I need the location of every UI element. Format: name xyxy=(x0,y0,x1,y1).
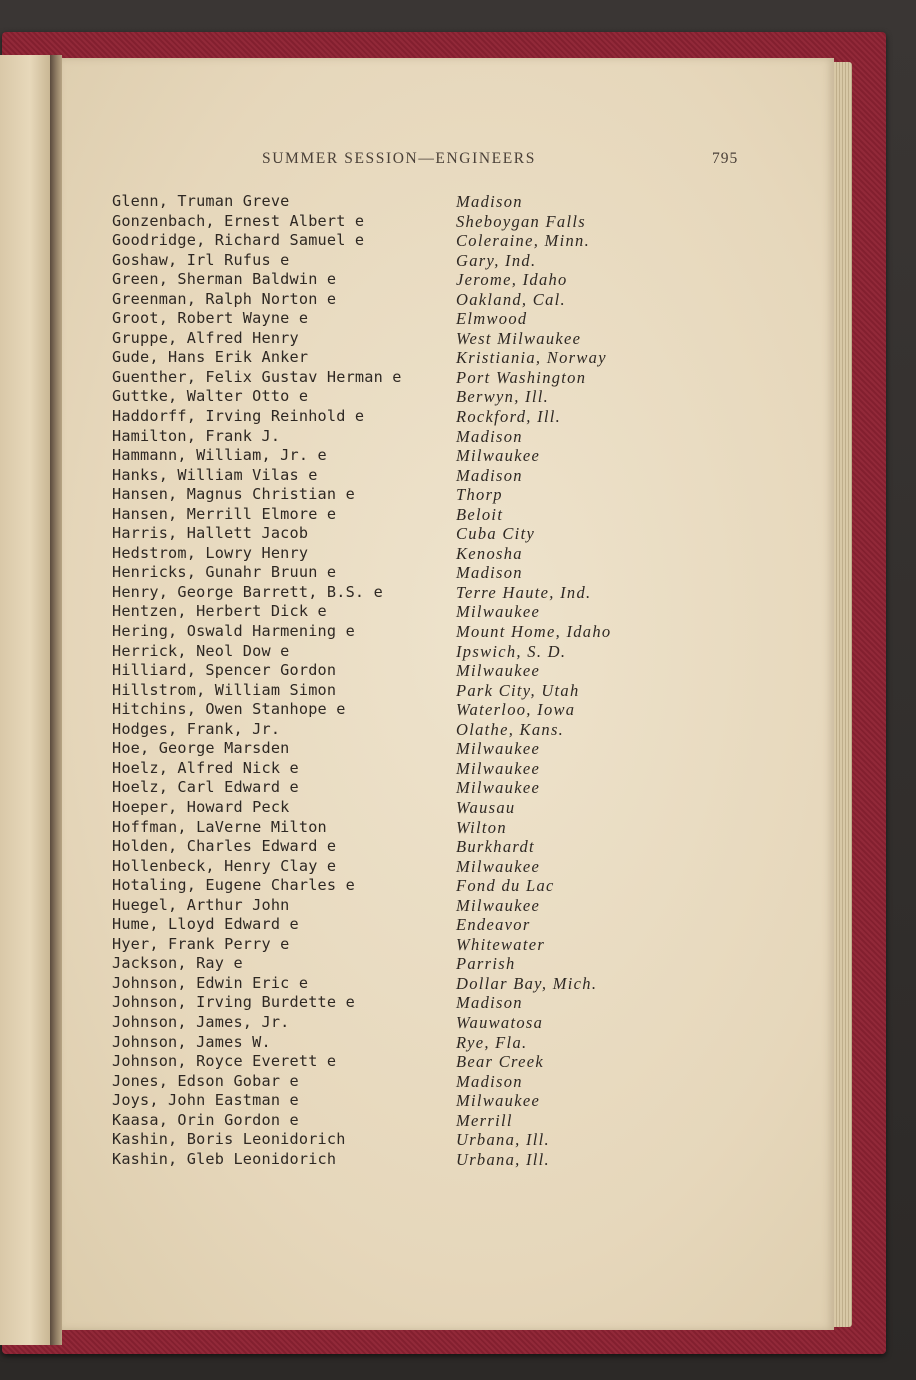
student-hometown: Rye, Fla. xyxy=(456,1032,528,1052)
list-item xyxy=(112,485,652,505)
student-name: Groot, Robert Wayne e xyxy=(112,309,309,328)
list-item xyxy=(112,857,652,877)
student-name: Holden, Charles Edward e xyxy=(112,837,337,856)
list-item xyxy=(112,954,652,974)
student-hometown: Cuba City xyxy=(456,524,536,544)
list-item xyxy=(112,778,652,798)
list-item xyxy=(112,368,652,388)
student-hometown: Kenosha xyxy=(456,543,523,563)
facing-page-edge xyxy=(0,55,50,1345)
list-item xyxy=(112,837,652,857)
page-stack-edge xyxy=(834,62,852,1327)
student-name: Hoelz, Carl Edward e xyxy=(112,778,299,797)
student-name: Gruppe, Alfred Henry xyxy=(112,328,299,347)
list-item xyxy=(112,524,652,544)
list-item xyxy=(112,505,652,525)
list-item xyxy=(112,1130,652,1150)
student-hometown: Milwaukee xyxy=(456,758,541,778)
student-hometown: Endeavor xyxy=(456,915,531,935)
student-hometown: Merrill xyxy=(456,1110,513,1130)
book-gutter xyxy=(50,55,62,1345)
student-name: Kashin, Gleb Leonidorich xyxy=(112,1149,337,1168)
list-item xyxy=(112,583,652,603)
list-item xyxy=(112,290,652,310)
student-hometown: Olathe, Kans. xyxy=(456,719,565,739)
student-hometown: Madison xyxy=(456,993,523,1013)
list-item xyxy=(112,896,652,916)
student-hometown: Kristiania, Norway xyxy=(456,348,607,368)
student-hometown: Wilton xyxy=(456,817,507,837)
student-hometown: Madison xyxy=(456,1071,523,1091)
student-hometown: Thorp xyxy=(456,485,503,505)
list-item xyxy=(112,1033,652,1053)
student-name: Glenn, Truman Greve xyxy=(112,192,290,210)
student-hometown: Milwaukee xyxy=(456,856,541,876)
student-hometown: Elmwood xyxy=(456,309,528,329)
student-name: Hodges, Frank, Jr. xyxy=(112,719,281,738)
list-item xyxy=(112,1111,652,1131)
list-item xyxy=(112,642,652,662)
student-hometown: Fond du Lac xyxy=(456,876,555,896)
list-item xyxy=(112,602,652,622)
student-hometown: Parrish xyxy=(456,954,516,974)
list-item xyxy=(112,876,652,896)
student-name: Hanks, William Vilas e xyxy=(112,465,318,484)
student-name: Hotaling, Eugene Charles e xyxy=(112,876,355,895)
list-item xyxy=(112,935,652,955)
list-item xyxy=(112,1013,652,1033)
student-hometown: Milwaukee xyxy=(456,895,541,915)
student-name: Herrick, Neol Dow e xyxy=(112,641,290,660)
list-item xyxy=(112,544,652,564)
student-name: Johnson, Royce Everett e xyxy=(112,1052,337,1071)
student-name: Goshaw, Irl Rufus e xyxy=(112,250,290,269)
student-hometown: Waterloo, Iowa xyxy=(456,700,576,720)
student-hometown: Wausau xyxy=(456,797,516,817)
list-item xyxy=(112,720,652,740)
student-name: Greenman, Ralph Norton e xyxy=(112,289,337,308)
student-name: Goodridge, Richard Samuel e xyxy=(112,231,365,250)
student-name: Kaasa, Orin Gordon e xyxy=(112,1110,299,1129)
student-name: Gude, Hans Erik Anker xyxy=(112,348,309,367)
student-hometown: Coleraine, Minn. xyxy=(456,231,590,251)
list-item xyxy=(112,1052,652,1072)
student-name: Hammann, William, Jr. e xyxy=(112,446,327,465)
student-name: Huegel, Arthur John xyxy=(112,895,290,914)
student-name: Hume, Lloyd Edward e xyxy=(112,915,299,934)
list-item xyxy=(112,1072,652,1092)
student-hometown: Gary, Ind. xyxy=(456,250,537,270)
student-hometown: Jerome, Idaho xyxy=(456,270,568,290)
student-hometown: Urbana, Ill. xyxy=(456,1149,550,1169)
list-item xyxy=(112,212,652,232)
student-hometown: Terre Haute, Ind. xyxy=(456,582,592,602)
list-item xyxy=(112,348,652,368)
student-hometown: Urbana, Ill. xyxy=(456,1130,550,1150)
list-item xyxy=(112,427,652,447)
student-hometown: Sheboygan Falls xyxy=(456,211,586,231)
list-item xyxy=(112,974,652,994)
student-name: Guenther, Felix Gustav Herman e xyxy=(112,367,402,386)
student-name: Hyer, Frank Perry e xyxy=(112,934,290,953)
student-hometown: Milwaukee xyxy=(456,739,541,759)
list-item xyxy=(112,563,652,583)
student-name: Hamilton, Frank J. xyxy=(112,426,281,445)
student-name: Hitchins, Owen Stanhope e xyxy=(112,700,346,719)
student-hometown: Wauwatosa xyxy=(456,1012,544,1032)
list-item xyxy=(112,681,652,701)
student-hometown: Oakland, Cal. xyxy=(456,289,566,309)
student-name: Hering, Oswald Harmening e xyxy=(112,622,355,641)
student-name: Johnson, Irving Burdette e xyxy=(112,993,355,1012)
student-hometown: Madison xyxy=(456,192,523,211)
student-hometown: Ipswich, S. D. xyxy=(456,641,567,661)
list-item xyxy=(112,466,652,486)
list-item xyxy=(112,251,652,271)
student-name: Haddorff, Irving Reinhold e xyxy=(112,407,365,426)
student-name: Jackson, Ray e xyxy=(112,954,243,973)
student-hometown: Milwaukee xyxy=(456,1091,541,1111)
student-hometown: Madison xyxy=(456,465,523,485)
student-name: Hoffman, LaVerne Milton xyxy=(112,817,327,836)
student-name: Hoelz, Alfred Nick e xyxy=(112,758,299,777)
student-hometown: Beloit xyxy=(456,504,504,524)
student-name: Gonzenbach, Ernest Albert e xyxy=(112,211,365,230)
list-item xyxy=(112,622,652,642)
student-name: Kashin, Boris Leonidorich xyxy=(112,1130,346,1149)
student-hometown: Mount Home, Idaho xyxy=(456,622,612,642)
list-item xyxy=(112,446,652,466)
student-name: Hentzen, Herbert Dick e xyxy=(112,602,327,621)
student-hometown: Park City, Utah xyxy=(456,680,580,700)
list-item xyxy=(112,1091,652,1111)
student-hometown: Bear Creek xyxy=(456,1052,544,1072)
student-name: Johnson, Edwin Eric e xyxy=(112,973,309,992)
student-name: Hoe, George Marsden xyxy=(112,739,290,758)
student-name: Joys, John Eastman e xyxy=(112,1091,299,1110)
student-hometown: Milwaukee xyxy=(456,778,541,798)
student-hometown: Milwaukee xyxy=(456,602,541,622)
student-hometown: Madison xyxy=(456,426,523,446)
running-head: SUMMER SESSION—ENGINEERS xyxy=(262,150,536,167)
student-hometown: Berwyn, Ill. xyxy=(456,387,550,407)
student-hometown: Burkhardt xyxy=(456,837,535,857)
student-name: Green, Sherman Baldwin e xyxy=(112,270,337,289)
student-name: Hollenbeck, Henry Clay e xyxy=(112,856,337,875)
list-item xyxy=(112,192,652,212)
student-name: Hoeper, Howard Peck xyxy=(112,797,290,816)
student-hometown: Madison xyxy=(456,563,523,583)
student-name: Hedstrom, Lowry Henry xyxy=(112,543,309,562)
list-item xyxy=(112,231,652,251)
student-name: Harris, Hallett Jacob xyxy=(112,524,309,543)
student-hometown: Rockford, Ill. xyxy=(456,407,562,427)
student-hometown: Dollar Bay, Mich. xyxy=(456,973,598,993)
student-name: Jones, Edson Gobar e xyxy=(112,1071,299,1090)
student-hometown: Milwaukee xyxy=(456,446,541,466)
student-name: Guttke, Walter Otto e xyxy=(112,387,309,406)
student-hometown: Whitewater xyxy=(456,934,546,954)
list-item xyxy=(112,915,652,935)
list-item xyxy=(112,329,652,349)
list-item xyxy=(112,407,652,427)
list-item xyxy=(112,700,652,720)
student-name: Henry, George Barrett, B.S. e xyxy=(112,582,383,601)
student-name: Hansen, Magnus Christian e xyxy=(112,485,355,504)
student-name: Hillstrom, William Simon xyxy=(112,680,337,699)
list-item xyxy=(112,798,652,818)
list-item xyxy=(112,661,652,681)
student-name: Hilliard, Spencer Gordon xyxy=(112,661,337,680)
student-hometown: West Milwaukee xyxy=(456,328,582,348)
student-name: Henricks, Gunahr Bruun e xyxy=(112,563,337,582)
list-item xyxy=(112,387,652,407)
list-item xyxy=(112,993,652,1013)
student-list xyxy=(112,192,652,1169)
list-item xyxy=(112,309,652,329)
list-item xyxy=(112,818,652,838)
list-item xyxy=(112,739,652,759)
student-name: Johnson, James W. xyxy=(112,1032,271,1051)
list-item xyxy=(112,270,652,290)
student-name: Johnson, James, Jr. xyxy=(112,1012,290,1031)
page-number: 795 xyxy=(712,150,739,167)
student-hometown: Port Washington xyxy=(456,367,587,387)
student-hometown: Milwaukee xyxy=(456,661,541,681)
list-item xyxy=(112,1150,652,1170)
student-name: Hansen, Merrill Elmore e xyxy=(112,504,337,523)
list-item xyxy=(112,759,652,779)
